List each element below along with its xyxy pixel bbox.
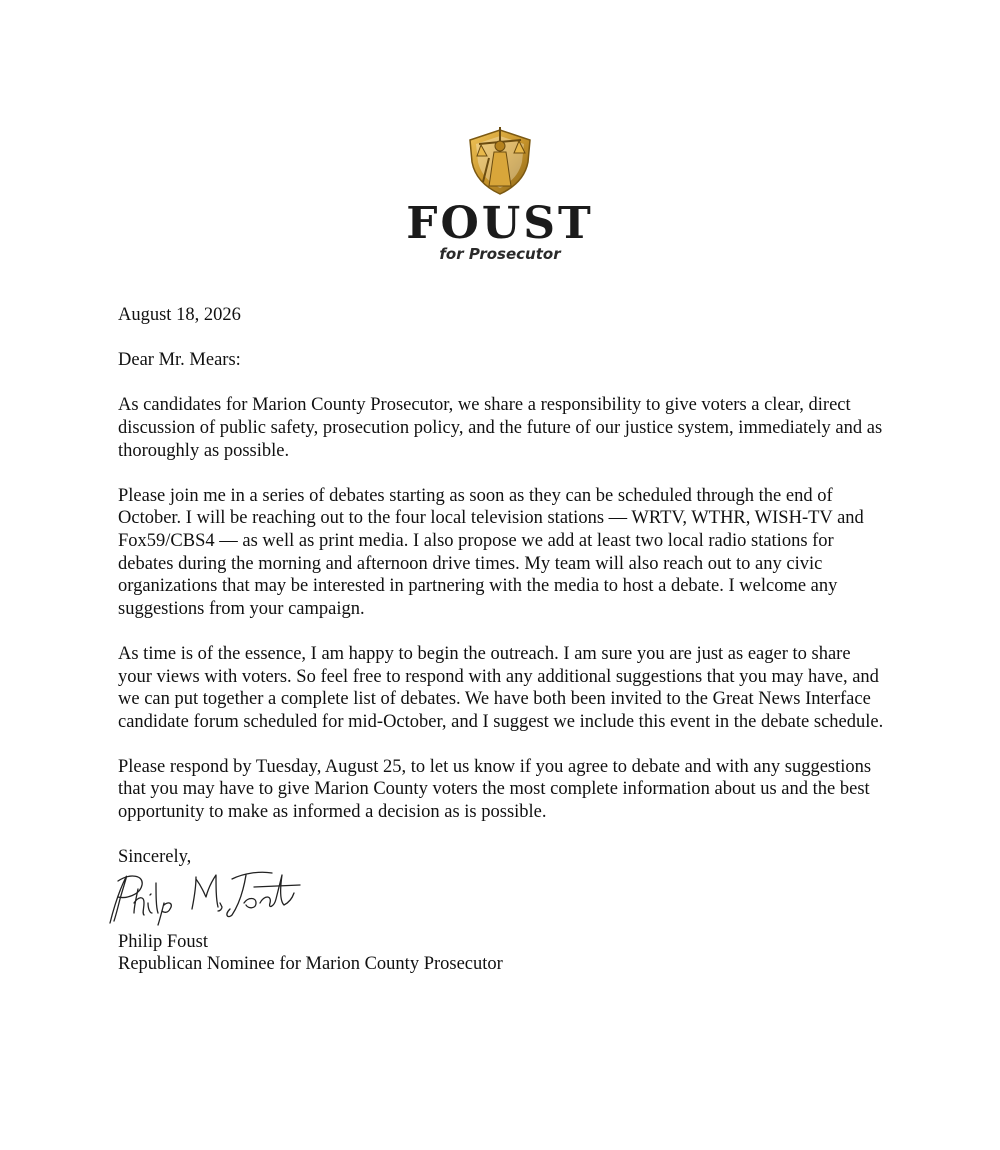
letter-paragraph: As time is of the essence, I am happy to begin the outreach. I am sure you are just as eager to share your views with voters. So feel free to respond with any additional suggestions that you may have, and we can put together a complete list of debates. We have both been invited to the Great News Interface candidate forum scheduled for mid-October, and I suggest we include this event in the debate schedule. xyxy=(118,643,884,732)
letter-closing: Sincerely, xyxy=(118,847,192,868)
letter-paragraph: As candidates for Marion County Prosecutor, we share a responsibility to give voters a clear, direct discussion of public safety, prosecution policy, and the future of our justice system, immediately and as thoroughly as possible. xyxy=(118,395,883,461)
lady-justice-shield-icon xyxy=(465,124,535,196)
letter-salutation: Dear Mr. Mears: xyxy=(118,350,241,371)
signature-block xyxy=(118,846,888,976)
handwritten-signature xyxy=(104,863,304,927)
letter-paragraph: Please respond by Tuesday, August 25, to let us know if you agree to debate and with any suggestions that you may have to give Marion County voters the most complete information about us and the best opportunity to make as informed a decision as is possible. xyxy=(118,756,872,823)
letter-paragraph: Please join me in a series of debates starting as soon as they can be scheduled through the end of October. I will be reaching out to the four local television stations — WRTV, WTHR, WISH-TV and Fox59/CBS4 — as well as print media. I also propose we add at least two local radio stations for debates during the morning and afternoon drive times. My team will also reach out to any civic organizations that may be interested in partnering with the media to host a debate. I welcome any suggestions from your campaign. xyxy=(118,485,864,619)
signer-title: Republican Nominee for Marion County Prosecutor xyxy=(118,954,503,975)
logo-tagline: for Prosecutor xyxy=(439,245,561,263)
letter-body xyxy=(118,304,888,976)
letterhead xyxy=(0,124,1000,263)
signer-name: Philip Foust xyxy=(118,931,208,952)
logo-wordmark: FOUST xyxy=(406,198,594,249)
letter-date: August 18, 2026 xyxy=(118,305,241,325)
